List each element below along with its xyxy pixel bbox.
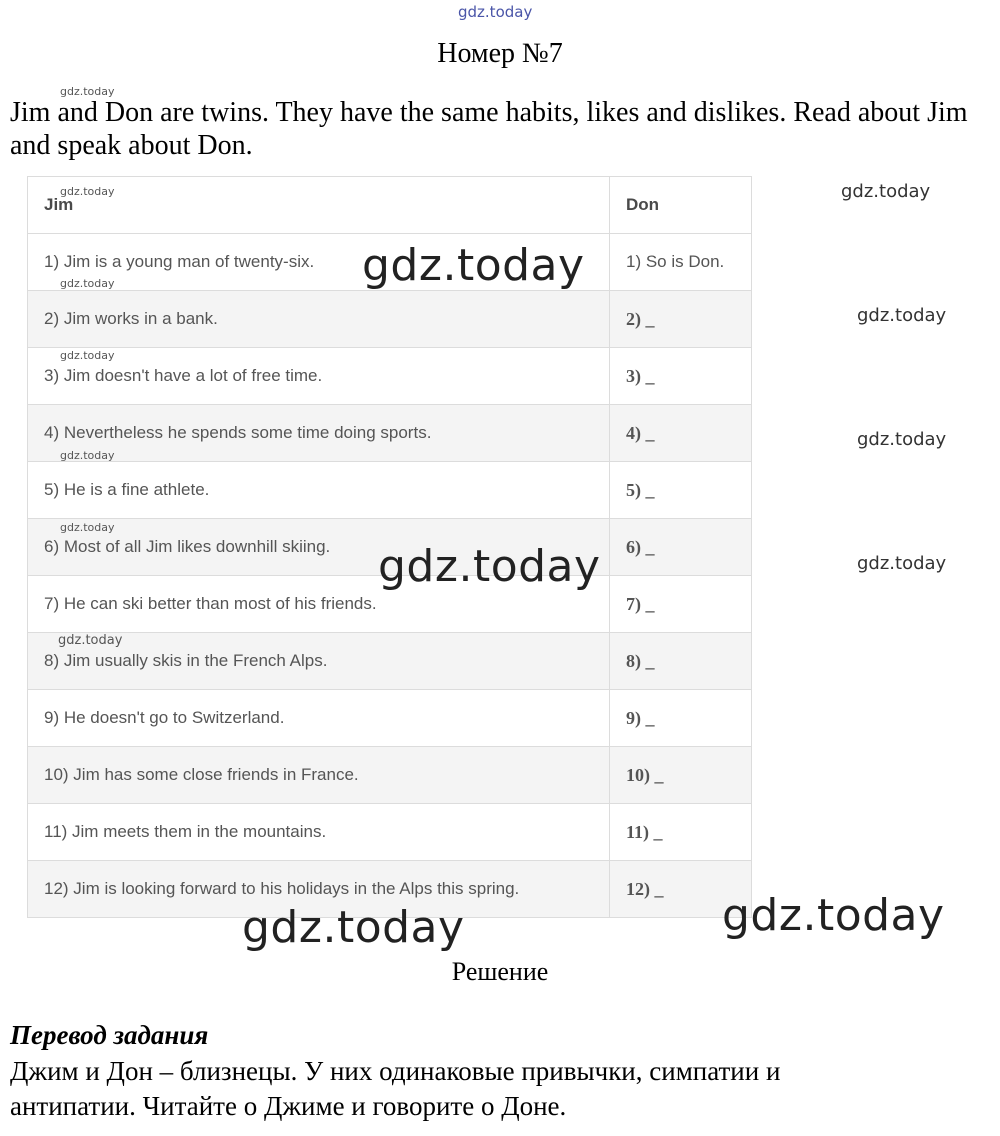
watermark-top: gdz.today <box>458 3 533 21</box>
jim-statement: 4) Nevertheless he spends some time doing sports. <box>28 405 610 462</box>
watermark: gdz.today <box>857 553 947 574</box>
don-statement: 7) _ <box>610 576 752 633</box>
jim-statement: 5) He is a fine athlete. <box>28 462 610 519</box>
jim-statement: 10) Jim has some close friends in France. <box>28 747 610 804</box>
watermark: gdz.today <box>58 633 123 648</box>
translation-heading: Перевод задания <box>10 1020 209 1050</box>
header-don: Don <box>610 177 752 234</box>
jim-statement: 2) Jim works in a bank. <box>28 291 610 348</box>
task-instruction: Jim and Don are twins. They have the same habits, likes and dislikes. Read about Jim and speak about Don. <box>10 97 968 161</box>
table-row <box>28 690 752 747</box>
table-header-row <box>28 177 752 234</box>
don-statement: 10) _ <box>610 747 752 804</box>
solution-heading: Решение <box>451 957 549 986</box>
table-row <box>28 348 752 405</box>
don-statement: 2) _ <box>610 291 752 348</box>
watermark: gdz.today <box>857 305 947 326</box>
don-statement: 6) _ <box>610 519 752 576</box>
don-statement: 5) _ <box>610 462 752 519</box>
watermark: gdz.today <box>60 449 115 462</box>
jim-statement: 7) He can ski better than most of his friends. <box>28 576 610 633</box>
watermark: gdz.today <box>60 277 115 290</box>
don-statement: 12) _ <box>610 861 752 918</box>
watermark: gdz.today <box>857 429 947 450</box>
jim-statement: 1) Jim is a young man of twenty-six. <box>28 234 610 291</box>
don-statement: 9) _ <box>610 690 752 747</box>
jim-statement: 6) Most of all Jim likes downhill skiing. <box>28 519 610 576</box>
don-statement: 1) So is Don. <box>610 234 752 291</box>
watermark: gdz.today <box>60 185 115 198</box>
table-row <box>28 291 752 348</box>
jim-statement: 11) Jim meets them in the mountains. <box>28 804 610 861</box>
table-row <box>28 633 752 690</box>
jim-statement: 9) He doesn't go to Switzerland. <box>28 690 610 747</box>
table-row <box>28 462 752 519</box>
jim-statement: 12) Jim is looking forward to his holidays in the Alps this spring. <box>28 861 610 918</box>
don-statement: 3) _ <box>610 348 752 405</box>
don-statement: 11) _ <box>610 804 752 861</box>
watermark-large: gdz.today <box>722 890 945 941</box>
table-row <box>28 804 752 861</box>
watermark-large: gdz.today <box>242 902 465 953</box>
watermark: gdz.today <box>60 521 115 534</box>
watermark-large: gdz.today <box>362 240 585 291</box>
watermark: gdz.today <box>60 349 115 362</box>
translation-text: Джим и Дон – близнецы. У них одинаковые привычки, симпатии и антипатии. Читайте о Джиме и говорите о Доне. <box>10 1056 781 1121</box>
table-row <box>28 405 752 462</box>
jim-statement: 3) Jim doesn't have a lot of free time. <box>28 348 610 405</box>
header-jim: Jim <box>28 177 610 234</box>
watermark-large: gdz.today <box>378 541 601 592</box>
page-title: Номер №7 <box>437 38 563 69</box>
watermark: gdz.today <box>841 181 931 202</box>
watermark: gdz.today <box>60 85 115 98</box>
jim-statement: 8) Jim usually skis in the French Alps. <box>28 633 610 690</box>
don-statement: 4) _ <box>610 405 752 462</box>
table-row <box>28 747 752 804</box>
don-statement: 8) _ <box>610 633 752 690</box>
